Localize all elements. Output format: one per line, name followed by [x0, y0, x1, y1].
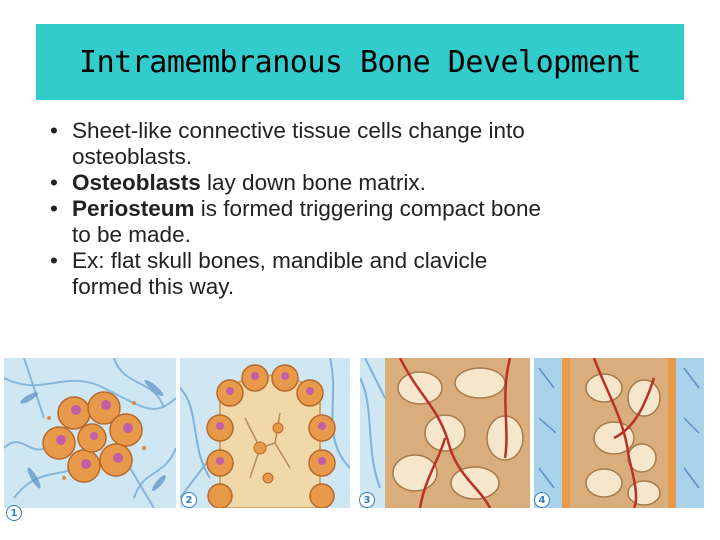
- step-label-4: 4: [534, 492, 550, 508]
- bullet-list: [50, 118, 690, 300]
- step-label-2: 2: [181, 492, 197, 508]
- bullet-continuation: formed this way.: [72, 274, 235, 299]
- bullet-marker: •: [50, 118, 58, 143]
- bullet-text: Ex: flat skull bones, mandible and clavicle: [72, 248, 488, 273]
- bullet-text: Sheet-like connective tissue cells change into: [72, 118, 525, 143]
- figure-panel-2: [180, 358, 350, 508]
- bullet-bold-term: Osteoblasts: [72, 170, 201, 195]
- bullet-marker: •: [50, 248, 58, 273]
- bullet-text: lay down bone matrix.: [200, 170, 426, 195]
- figure-panel-4: [534, 358, 704, 508]
- bullet-item-2: [50, 170, 690, 196]
- bullet-text: is formed triggering compact bone: [194, 196, 541, 221]
- compact-bone-illustration: [534, 358, 704, 508]
- step-label-3: 3: [359, 492, 375, 508]
- figure-panel-1: [4, 358, 176, 508]
- figure-panel-3: [360, 358, 530, 508]
- bullet-item-3: [50, 196, 690, 248]
- slide-title: Intramembranous Bone Development: [79, 44, 641, 80]
- osteoblast-illustration: [180, 358, 350, 508]
- bullet-marker: •: [50, 196, 58, 221]
- title-bar: [36, 24, 684, 100]
- bullet-bold-term: Periosteum: [72, 196, 195, 221]
- bullet-item-4: [50, 248, 690, 300]
- step-label-1: 1: [6, 505, 22, 521]
- bullet-item-1: [50, 118, 690, 170]
- bullet-continuation: osteoblasts.: [72, 144, 193, 169]
- bullet-marker: •: [50, 170, 58, 195]
- mesenchyme-illustration: [4, 358, 176, 508]
- spongy-bone-illustration: [360, 358, 530, 508]
- bullet-continuation: to be made.: [72, 222, 191, 247]
